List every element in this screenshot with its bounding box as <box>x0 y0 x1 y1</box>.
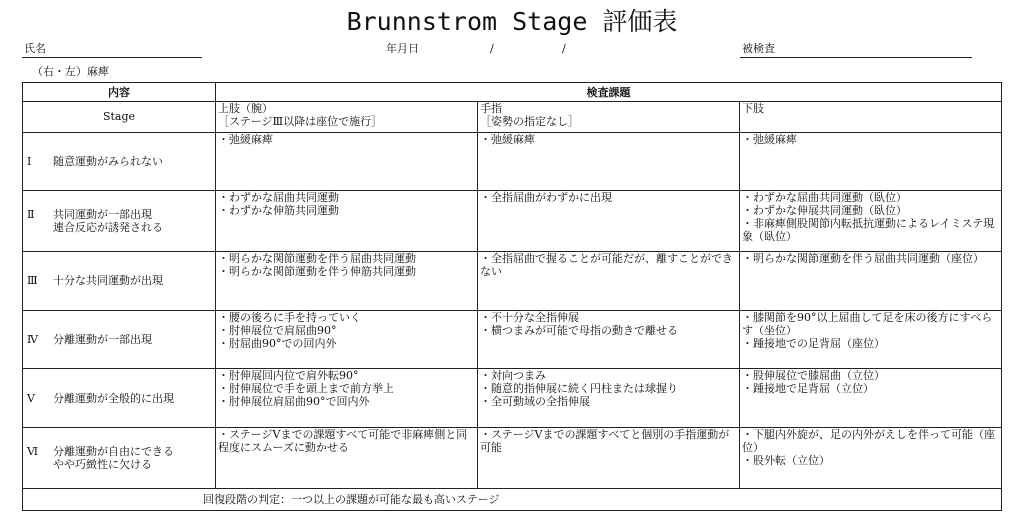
stage-description: 十分な共同運動が出現 <box>53 274 163 288</box>
table-row <box>23 310 1002 369</box>
examiner-label: 被検査 <box>742 42 775 55</box>
date-label: 年月日 <box>386 42 419 55</box>
stage-number: Ⅱ <box>27 208 35 222</box>
leg-task: ・股伸展位で膝屈曲（立位） ・踵接地で足背屈（立位） <box>740 369 1002 428</box>
stage-number: Ⅵ <box>27 444 39 458</box>
stage-column-label: Stage <box>23 102 216 132</box>
column-leg: 下肢 <box>740 102 1002 132</box>
finger-task: ・ステージⅤまでの課題すべてと個別の手指運動が可能 <box>478 427 740 488</box>
examiner-field-line[interactable] <box>740 57 972 58</box>
stage-number: Ⅲ <box>27 274 38 288</box>
leg-task: ・弛緩麻痺 <box>740 132 1002 191</box>
leg-task: ・明らかな関節運動を伴う屈曲共同運動（座位） <box>740 251 1002 310</box>
table-row <box>23 369 1002 428</box>
stage-number: Ⅳ <box>27 332 38 346</box>
date-separator-2: / <box>562 42 566 55</box>
leg-task: ・わずかな屈曲共同運動（臥位） ・わずかな伸展共同運動（臥位） ・非麻痺側股関節内転抵抗運動によるレイミステ現象（臥位） <box>740 191 1002 252</box>
arm-task: ・肘伸展回内位で肩外転90° ・肘伸展位で手を頭上まで前方挙上 ・肘伸展位肩屈曲90°で回内外 <box>216 369 478 428</box>
finger-task: ・不十分な全指伸展 ・横つまみが可能で母指の動きで離せる <box>478 310 740 369</box>
arm-task: ・弛緩麻痺 <box>216 132 478 191</box>
recovery-judgement-note: 回復段階の判定：一つ以上の課題が可能な最も高いステージ <box>23 488 1002 510</box>
arm-task: ・わずかな屈曲共同運動 ・わずかな伸筋共同運動 <box>216 191 478 252</box>
stage-description: 分離運動が全般的に出現 <box>53 391 174 405</box>
column-arm: 上肢（腕） ［ステージⅢ以降は座位で施行］ <box>216 102 478 132</box>
stage-row-label <box>23 427 216 488</box>
table-row <box>23 132 1002 191</box>
finger-task: ・弛緩麻痺 <box>478 132 740 191</box>
stage-number: Ⅴ <box>27 391 35 405</box>
finger-task: ・全指屈曲がわずかに出現 <box>478 191 740 252</box>
stage-row-label <box>23 310 216 369</box>
stage-row-label <box>23 132 216 191</box>
stage-description: 分離運動が自由にできる やや巧緻性に欠ける <box>53 444 174 471</box>
paralysis-side-note: （右・左）麻痺 <box>32 65 109 78</box>
arm-task: ・腰の後ろに手を持っていく ・肘伸展位で肩屈曲90° ・肘屈曲90°での回内外 <box>216 310 478 369</box>
arm-task: ・ステージⅤまでの課題すべて可能で非麻痺側と同程度にスムーズに動かせる <box>216 427 478 488</box>
stage-row-label <box>23 369 216 428</box>
page-title: Brunnstrom Stage 評価表 <box>346 7 678 36</box>
stage-description: 分離運動が一部出現 <box>53 332 152 346</box>
name-label: 氏名 <box>24 42 46 55</box>
column-finger: 手指 ［姿勢の指定なし］ <box>478 102 740 132</box>
stage-description: 共同運動が一部出現 連合反応が誘発される <box>53 208 163 235</box>
arm-task: ・明らかな関節運動を伴う屈曲共同運動 ・明らかな関節運動を伴う伸筋共同運動 <box>216 251 478 310</box>
stage-number: Ⅰ <box>27 154 32 168</box>
header-content: 内容 <box>23 83 216 102</box>
leg-task: ・下腿内外旋が、足の内外がえしを伴って可能（座位） ・股外転（立位） <box>740 427 1002 488</box>
finger-task: ・全指屈曲で握ることが可能だが、離すことができない <box>478 251 740 310</box>
table-row <box>23 191 1002 252</box>
table-row <box>23 251 1002 310</box>
brunnstrom-table <box>22 82 1002 511</box>
header-tasks: 検査課題 <box>216 83 1002 102</box>
date-separator-1: / <box>490 42 494 55</box>
name-field-line[interactable] <box>22 57 202 58</box>
stage-description: 随意運動がみられない <box>53 154 163 168</box>
stage-row-label <box>23 251 216 310</box>
leg-task: ・膝関節を90°以上屈曲して足を床の後方にすべらす（坐位） ・踵接地での足背屈（座位） <box>740 310 1002 369</box>
finger-task: ・対向つまみ ・随意的指伸展に続く円柱または球握り ・全可動域の全指伸展 <box>478 369 740 428</box>
table-row <box>23 427 1002 488</box>
stage-row-label <box>23 191 216 252</box>
